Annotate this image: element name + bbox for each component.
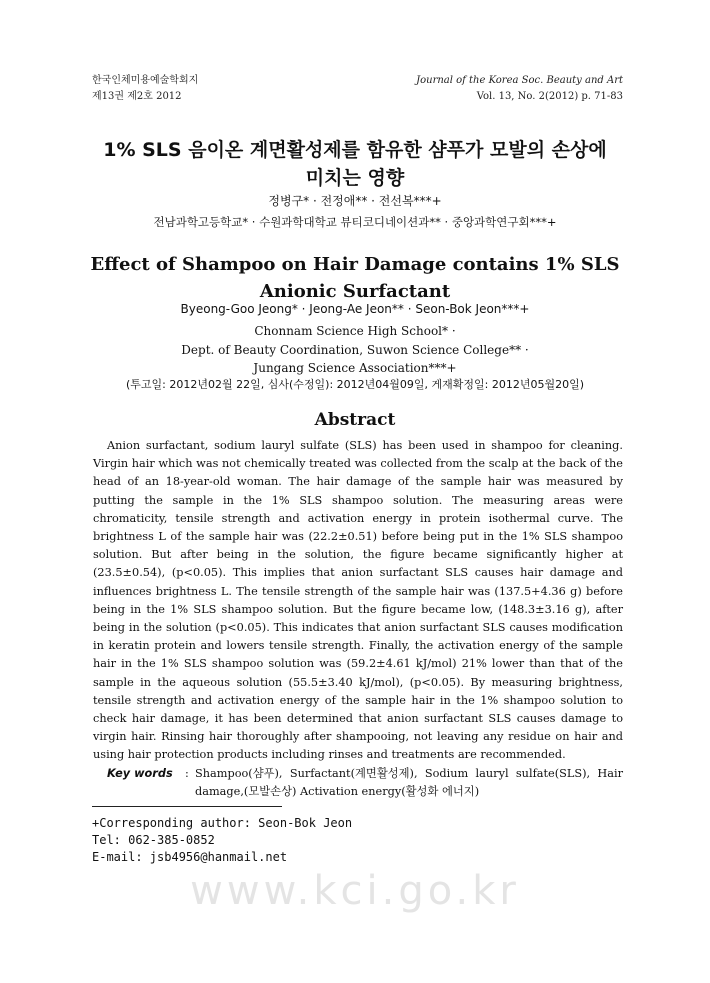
korean-affiliation: 전남과학고등학교* · 수원과학대학교 뷰티코디네이션과** · 중앙과학연구회***+ [153,215,557,229]
keywords-colon: : [185,767,189,780]
received-dates: (투고일: 2012년02월 22일, 심사(수정일): 2012년04월09일, 게재확정일: 2012년05월20일) [126,378,584,391]
english-title-line2: Anionic Surfactant [259,281,451,302]
footnote-divider [92,806,282,807]
correspondence [92,815,352,866]
journal-header-english [416,73,623,105]
journal-name-korean: 한국인체미용예술학회지 [92,75,199,86]
english-affiliation [60,322,650,378]
korean-title-line2: 미치는 영향 [305,167,405,189]
volume-english: Vol. 13, No. 2(2012) p. 71-83 [476,91,623,102]
affiliation-line2: Dept. of Beauty Coordination, Suwon Science College** · [181,342,529,357]
korean-authors: 정병구* · 전정애** · 전선복***+ [268,194,442,208]
korean-title-line1: 1% SLS 음이온 계면활성제를 함유한 샴푸가 모발의 손상에 [103,139,607,161]
corresponding-author: +Corresponding author: Seon-Bok Jeon [92,816,353,830]
keywords-label: Key words [107,767,173,780]
telephone: Tel: 062-385-0852 [92,833,215,847]
korean-title [60,136,650,192]
keywords-text: Shampoo(샴푸), Surfactant(계면활성제), Sodium lauryl sulfate(SLS), Hair damage,(모발손상) Activation energy(활성화 에너지) [195,767,623,798]
email: E-mail: jsb4956@hanmail.net [92,850,288,864]
watermark: www.kci.go.kr [190,868,520,914]
affiliation-line1: Chonnam Science High School* · [254,324,456,338]
keywords [93,765,623,801]
volume-korean: 제13권 제2호 2012 [92,91,182,102]
affiliation-line3: Jungang Science Association***+ [253,361,457,375]
abstract-body: Anion surfactant, sodium lauryl sulfate (SLS) has been used in shampoo for cleaning. Virgin hair which was not chemically treated was collected from the scalp at the back of the head of an 18-year-old woman. The hair damage of the sample hair was measured by putting the sample in the 1% SLS shampoo solution. The measuring areas were chromaticity, tensile strength and activation energy in protein isothermal curve. The brightness L of the sample hair was (22.2±0.51) before being put in the 1% SLS shampoo solution. But after being in the solution, the figure became significantly higher at (23.5±0.54), (p<0.05). This implies that anion surfactant SLS causes hair damage and influences brightness L. The tensile strength of the sample hair was (137.5+4.36 g) before being in the 1% SLS shampoo solution. But the figure became low, (148.3±3.16 g), after being in the solution (p<0.05). This indicates that anion surfactant SLS causes modification in keratin protein and lowers tensile strength. Finally, the activation energy of the sample hair in the 1% SLS shampoo solution was (59.2±4.61 kJ/mol) 21% lower than that of the sample in the aqueous solution (55.5±3.40 kJ/mol), (p<0.05). By measuring brightness, tensile strength and activation energy of the sample hair in the 1% shampoo solution to check hair damage, it has been determined that anion surfactant SLS causes damage to virgin hair. Rinsing hair thoroughly after shampooing, not leaving any residue on hair and using hair protection products including rinses and treatments are recommended. [93,439,623,762]
english-authors: Byeong-Goo Jeong* · Jeong-Ae Jeon** · Seon-Bok Jeon***+ [180,302,530,316]
english-title-line1: Effect of Shampoo on Hair Damage contains 1% SLS [90,254,620,275]
abstract-heading: Abstract [314,410,396,430]
journal-name-english: Journal of the Korea Soc. Beauty and Art [416,75,623,86]
english-title [60,251,650,305]
journal-header-korean [92,73,198,105]
